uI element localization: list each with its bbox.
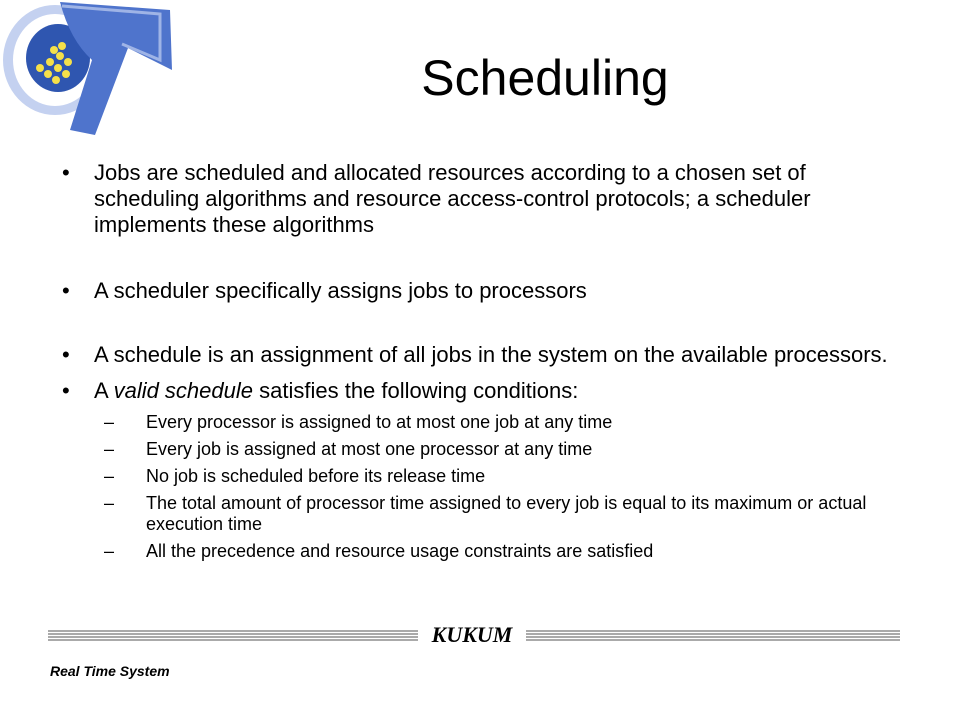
bullet-item [62, 342, 912, 368]
dash-mark: – [104, 466, 115, 486]
sub-bullet-text: The total amount of processor time assigned to every job is equal to its maximum or actual execution time [146, 493, 867, 534]
bullet-dot: • [62, 278, 70, 303]
dash-mark: – [104, 439, 115, 459]
sub-bullet-text: Every processor is assigned to at most one job at any time [146, 412, 613, 432]
sub-bullet-item [62, 493, 912, 535]
bullet-text: A schedule is an assignment of all jobs in the system on the available processors. [94, 342, 888, 367]
sub-bullet-item [62, 412, 912, 433]
bullet-text-pre: A [94, 378, 114, 403]
sub-bullet-item [62, 439, 912, 460]
footer-brand: KUKUM [418, 622, 526, 648]
dash-mark: – [104, 412, 115, 432]
bullet-text-emphasis: valid schedule [113, 378, 254, 403]
sub-bullet-text: No job is scheduled before its release time [146, 466, 486, 486]
bullet-text: Jobs are scheduled and allocated resources according to a chosen set of scheduling algorithms and resource access-control protocols; a scheduler implements these algorithms [94, 160, 811, 237]
bullet-dot: • [62, 378, 70, 403]
sub-bullet-text: All the precedence and resource usage constraints are satisfied [146, 541, 654, 561]
bullet-item [62, 378, 912, 404]
dash-mark: – [104, 541, 115, 561]
footer-course-title: Real Time System [50, 663, 170, 679]
sub-bullet-text: Every job is assigned at most one processor at any time [146, 439, 593, 459]
bullet-item [62, 160, 912, 238]
slide-title: Scheduling [421, 50, 669, 106]
bullet-dot: • [62, 342, 70, 367]
dash-mark: – [104, 493, 115, 513]
bullet-text-post: satisfies the following conditions: [253, 378, 579, 403]
bullet-text: A scheduler specifically assigns jobs to processors [94, 278, 587, 303]
slide-content [62, 160, 912, 562]
sub-bullet-item [62, 466, 912, 487]
bullet-dot: • [62, 160, 70, 185]
bullet-item [62, 278, 912, 304]
sub-bullet-item [62, 541, 912, 562]
